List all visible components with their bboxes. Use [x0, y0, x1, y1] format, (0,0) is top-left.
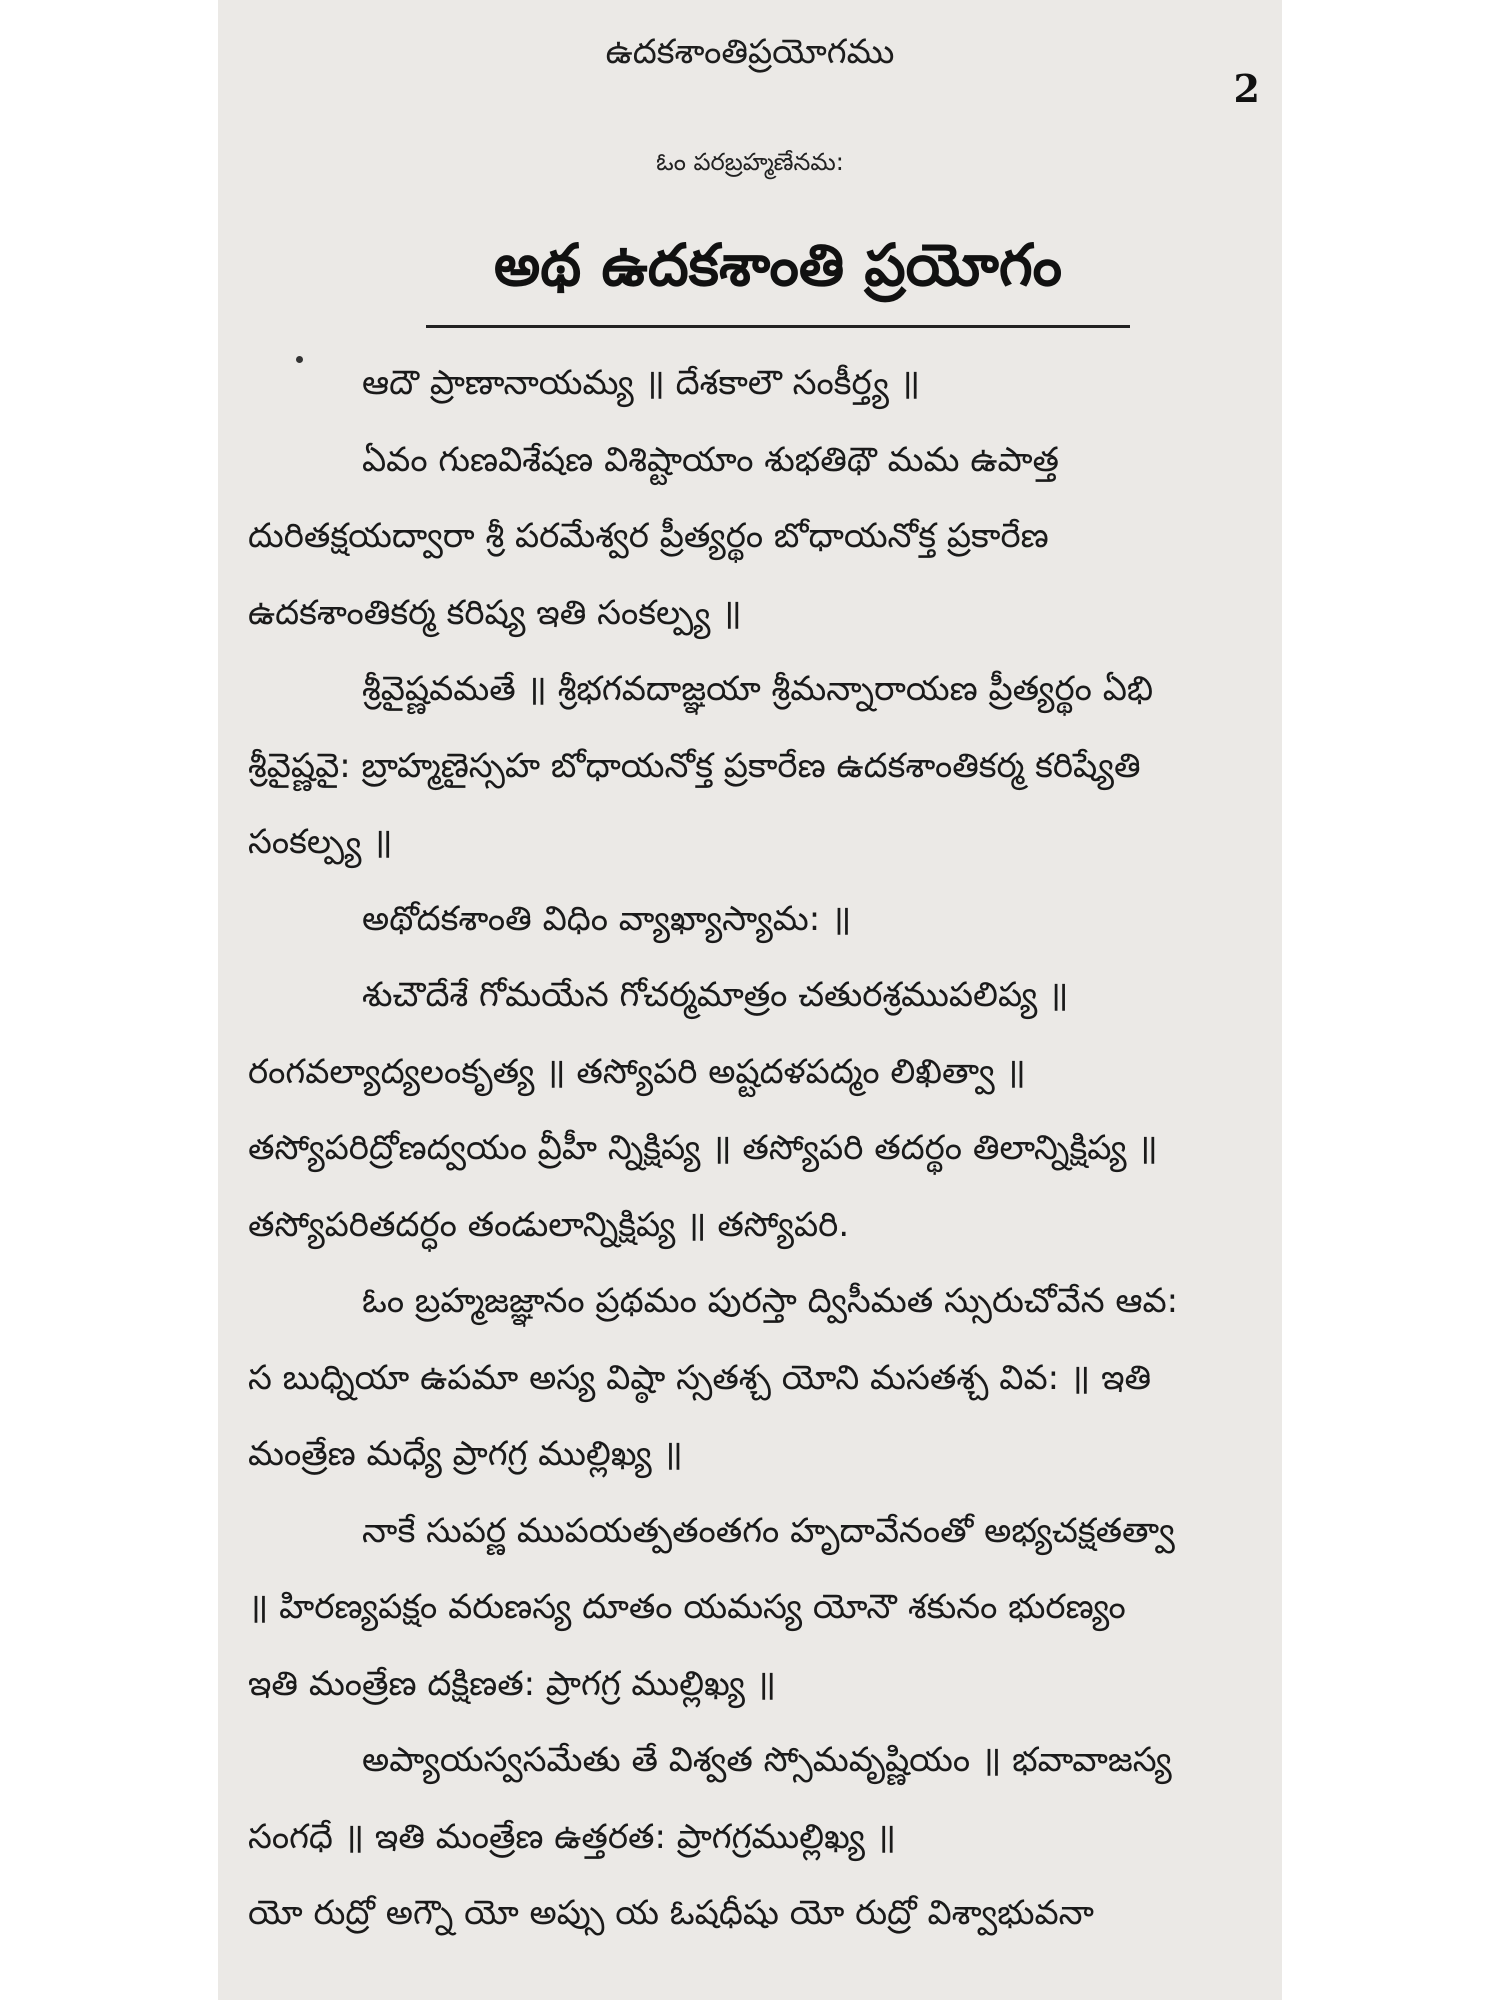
- book-page: [218, 0, 1282, 2000]
- text-line: తస్యోపరిద్రోణద్వయం వ్రీహీ న్నిక్షిప్య ॥ తస్యోపరి తదర్థం తిలాన్నిక్షిప్య ॥: [248, 1128, 1158, 1168]
- text-line: శుచౌదేశే గోమయేన గోచర్మమాత్రం చతురశ్రముపలిప్య ॥: [362, 975, 1069, 1015]
- text-line: నాకే సుపర్ణ ముపయత్పతంతగం హృదావేనంతో అభ్యచక్షతత్వా: [362, 1510, 1175, 1551]
- page-number: 2: [1233, 66, 1260, 111]
- text-line: ఏవం గుణవిశేషణ విశిష్టాయాం శుభతిథౌ మమ ఉపాత్త: [362, 439, 1059, 480]
- running-header: ఉదకశాంతిప్రయోగము: [605, 32, 895, 72]
- body-text: [244, 345, 1254, 1952]
- text-line: ఆదౌ ప్రాణానాయమ్య ॥ దేశకాలౌ సంకీర్త్య ॥: [362, 363, 921, 403]
- text-line: ఉదకశాంతికర్మ కరిష్య ఇతి సంకల్ప్య ॥: [248, 592, 742, 633]
- text-line: అప్యాయస్వసమేతు తే విశ్వత స్సోమవృష్ణియం ॥ భవావాజస్య: [362, 1740, 1172, 1780]
- text-line: ఓం బ్రహ్మజజ్ఞానం ప్రథమం పురస్తా ద్విసీమత స్సురుచోవేన ఆవ:: [362, 1281, 1179, 1321]
- title-underline: [426, 325, 1130, 328]
- text-line: సంగధే ॥ ఇతి మంత్రేణ ఉత్తరత: ప్రాగగ్రముల్లిఖ్య ॥: [248, 1816, 897, 1857]
- text-line: యో రుద్రో అగ్నౌ యో అప్సు య ఓషధీషు యో రుద్రో విశ్వాభువనా: [248, 1893, 1094, 1933]
- text-line: ॥ హిరణ్యపక్షం వరుణస్య దూతం యమస్య యోనౌ శకునం భురణ్యం: [248, 1587, 1126, 1627]
- text-line: మంత్రేణ మధ్యే ప్రాగగ్ర ముల్లిఖ్య ॥: [248, 1434, 683, 1474]
- main-title: అథ ఉదకశాంతి ప్రయోగం: [493, 231, 1063, 299]
- text-line: స బుధ్నియా ఉపమా అస్య విష్ఠా స్సతశ్చ యోని మసతశ్చ వివ: ॥ ఇతి: [248, 1357, 1152, 1398]
- text-line: దురితక్షయద్వారా శ్రీ పరమేశ్వర ప్రీత్యర్థం బోధాయనోక్త ప్రకారేణ: [248, 516, 1049, 556]
- text-line: తస్యోపరితదర్ధం తండులాన్నిక్షిప్య ॥ తస్యోపరి.: [248, 1204, 850, 1245]
- text-line: అథోదకశాంతి విధిం వ్యాఖ్యాస్యామ: ॥: [362, 898, 852, 939]
- text-line: ఇతి మంత్రేణ దక్షిణత: ప్రాగగ్ర ముల్లిఖ్య ॥: [248, 1663, 777, 1704]
- text-line: శ్రీవైష్ణవై: బ్రాహ్మణైస్సహ బోధాయనోక్త ప్రకారేణ ఉదకశాంతికర్మ కరిష్యేతి: [248, 745, 1141, 786]
- text-line: రంగవల్యాద్యలంకృత్య ॥ తస్యోపరి అష్టదళపద్మం లిఖిత్వా ॥: [248, 1051, 1026, 1092]
- invocation-line: ఓం పరబ్రహ్మణేనమ:: [656, 148, 844, 176]
- text-line: సంకల్ప్య ॥: [248, 822, 393, 862]
- text-line: శ్రీవైష్ణవమతే ॥ శ్రీభగవదాజ్ఞయా శ్రీమన్నారాయణ ప్రీత్యర్థం ఏభి: [362, 669, 1154, 709]
